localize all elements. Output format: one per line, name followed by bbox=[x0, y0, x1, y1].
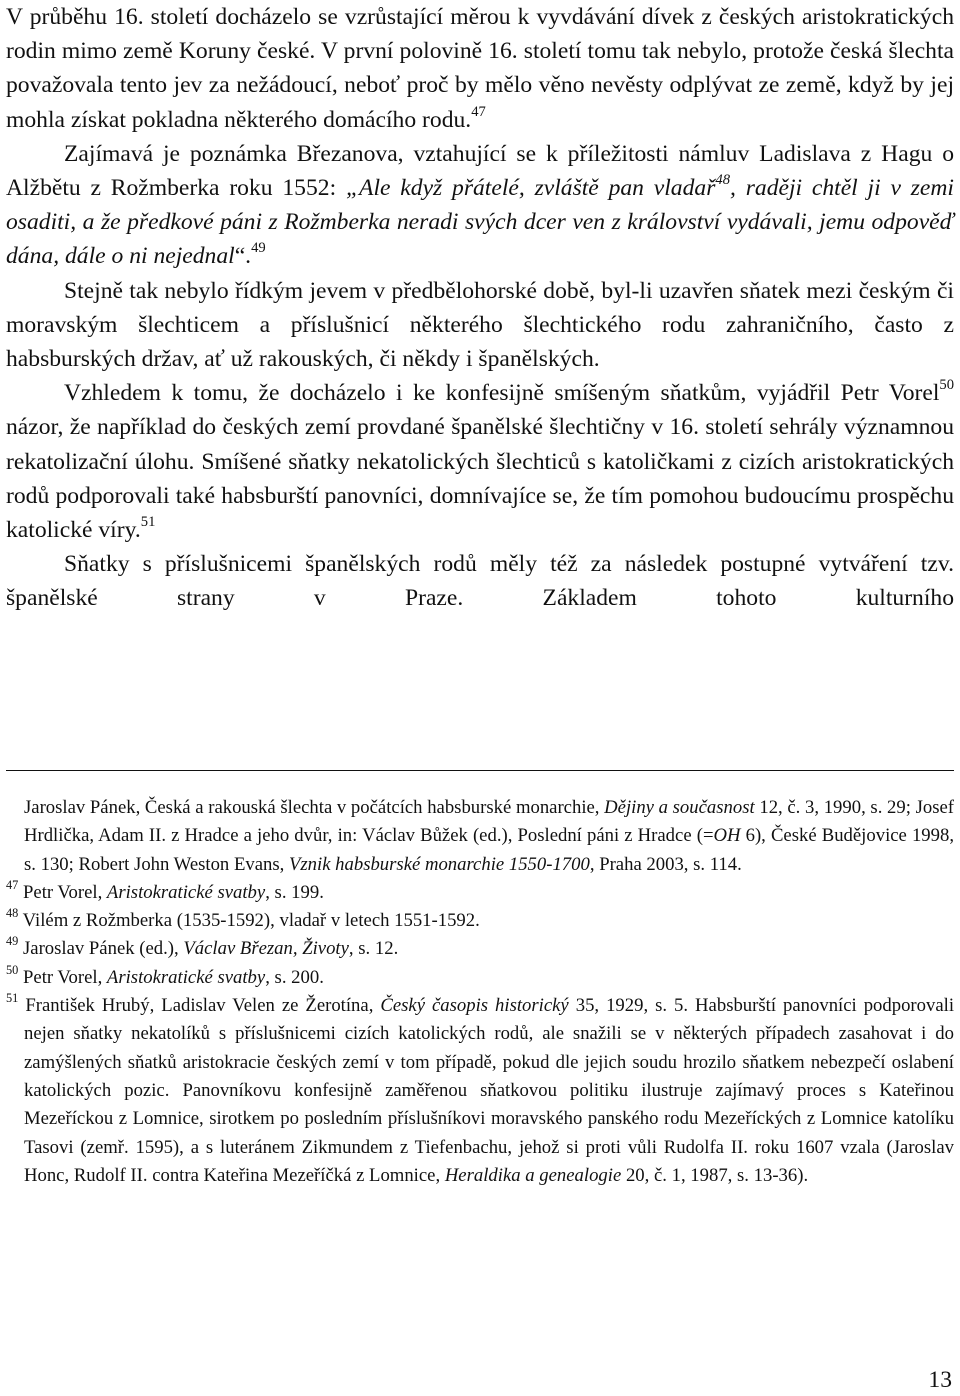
footnote-number: 49 bbox=[6, 934, 19, 949]
footnote-ref: 51 bbox=[140, 514, 156, 530]
footnote-continued: Jaroslav Pánek, Česká a rakouská šlechta v počátcích habsburské monarchie, Dějiny a současnost 12, č. 3, 1990, s. 29; Josef Hrdlička, Adam II. z Hradce a jeho dvůr, in: Václav Bůžek (ed.), Poslední páni z Hradce (=OH 6), České Budějovice 1998, s. 130; Robert John Weston Evans, Vznik habsburské monarchie 1550-1700, Praha 2003, s. 114. bbox=[24, 797, 955, 875]
footnotes bbox=[6, 794, 954, 1190]
footnote-49: $^{49}$ Jaroslav Pánek (ed.), Václav Březan, Životy, s. 12. bbox=[6, 934, 399, 960]
footnote-50: $^{50}$ Petr Vorel, Aristokratické svatby, s. 200. bbox=[6, 962, 324, 988]
paragraph: Stejně tak nebylo řídkým jevem v předbělohorské době, byl-li uzavřen sňatek mezi českým či moravským šlechticem a příslušnicí některého šlechtického rodu zahraničního, často z habsburských držav, ať už rakouských, či někdy i španělských. bbox=[6, 277, 954, 373]
footnote-ref: 47 bbox=[471, 103, 486, 120]
footnote-number: 50 bbox=[6, 962, 19, 977]
paragraph: Vzhledem k tomu, že docházelo i ke konfesijně smíšeným sňatkům, vyjádřil Petr Vorel$^{50}$ názor, že například do českých zemí provdané španělské šlechtičny v 16. století sehrály významnou rekatolizační úlohu. Smíšené sňatky nekatolických šlechticů s katoličkami z cizích aristokratických rodů podporovali také habsburští panovníci, domnívajíce se, že tím pomohou budoucímu prospěchu katolické víry.$^{51}$ bbox=[6, 377, 954, 544]
footnote-ref: 49 bbox=[251, 240, 266, 257]
footnote-51: $^{51}$ František Hrubý, Ladislav Velen ze Žerotína, Český časopis historický 35, 1929, s. 5. Habsburští panovníci podporovali nejen sňatky nekatolíků s příslušnicemi cizích katolických rodů, ale snažili se v některých případech zasahovat i do zamýšlených sňatků aristokracie českých zemí v tom případě, pokud dle jejich soudu hrozilo sňatkem nebezpečí oslabení katolických pozic. Panovníkovu konfesijně zaměřenou sňatkovou politiku ilustruje zajímavý proces s Kateřinou Mezeříckou z Lomnice, sirotkem po posledním příslušníkovi moravského panského rodu Mezeříckých z Lomnice katolíku Tasovi (zemř. 1595), a s luteránem Zikmundem z Tiefenbachu, jehož si proti vůli Rudolfa II. roku 1607 vzala (Jaroslav Honc, Rudolf II. contra Kateřina Mezeříčká z Lomnice, Heraldika a genealogie 20, č. 1, 1987, s. 13-36). bbox=[6, 991, 955, 1186]
paragraph: Sňatky s příslušnicemi španělských rodů měly též za následek postupné vytváření tzv. španělské strany v Praze. Základem tohoto kulturního bbox=[6, 551, 954, 612]
footnote-number: 48 bbox=[6, 906, 19, 921]
main-text bbox=[6, 0, 954, 616]
footnote-ref: 48 bbox=[715, 171, 731, 188]
footnote-ref: 50 bbox=[939, 377, 954, 394]
footnote-separator bbox=[6, 770, 954, 771]
page-number: 13 bbox=[928, 1367, 952, 1393]
paragraph: Zajímavá je poznámka Březanova, vztahující se k příležitosti námluv Ladislava z Hagu o Alžbětu z Rožmberka roku 1552: „Ale když přátelé, zvláště pan vladař$^{48}$, raději chtěl ji v zemi osaditi, a že předkové páni z Rožmberka neradi svých dcer ven z království vydávali, jemu odpověď dána, dále o ni nejednal“.$^{49}$ bbox=[6, 140, 954, 270]
footnote-number: 51 bbox=[6, 991, 19, 1005]
footnote-number: 47 bbox=[6, 877, 19, 892]
footnote-47: $^{47}$ Petr Vorel, Aristokratické svatby, s. 199. bbox=[6, 877, 324, 903]
quotation: „Ale když přátelé, zvláště pan vladař$^{48}$, raději chtěl ji v zemi osaditi, a že předkové páni z Rožmberka neradi svých dcer ven z království vydávali, jemu odpověď dána, dále o ni nejednal bbox=[6, 171, 954, 270]
footnote-48: $^{48}$ Vilém z Rožmberka (1535-1592), vladař v letech 1551-1592. bbox=[6, 906, 480, 932]
paragraph: V průběhu 16. století docházelo se vzrůstající měrou k vyvdávání dívek z českých aristokratických rodin mimo země Koruny české. V první polovině 16. století tomu tak nebylo, protože česká šlechta považovala tento jev za nežádoucí, neboť proč by mělo věno nevěsty odplývat ze země, když by jej mohla získat pokladna některého domácího rodu.$^{47}$ bbox=[6, 4, 954, 133]
